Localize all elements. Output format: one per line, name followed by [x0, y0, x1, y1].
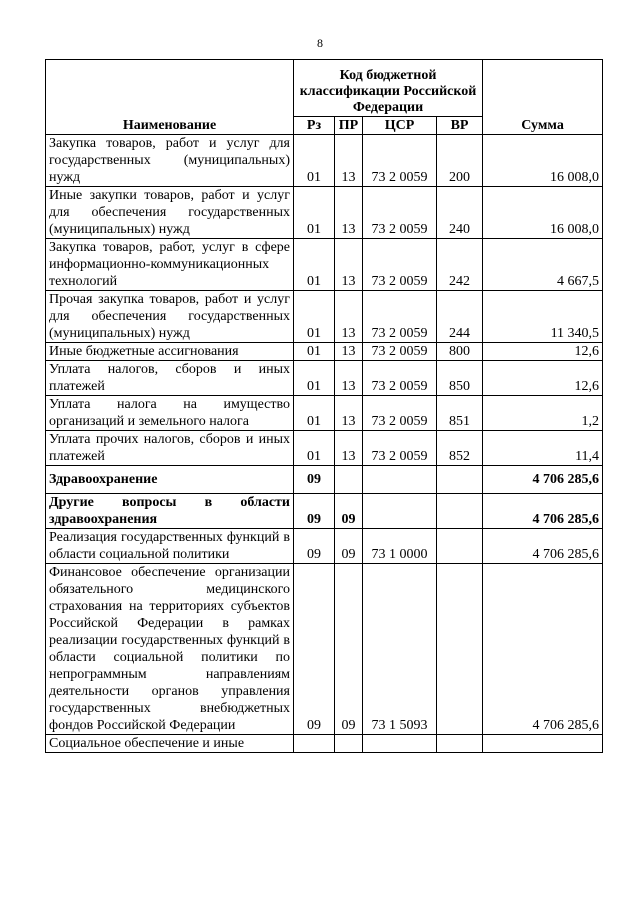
row-vr: 244: [437, 291, 483, 343]
header-name: Наименование: [46, 60, 294, 135]
row-rz: 01: [294, 431, 335, 466]
row-vr: [437, 564, 483, 735]
row-pr: [335, 466, 363, 494]
header-pr: ПР: [335, 117, 363, 135]
row-pr: 13: [335, 396, 363, 431]
header-csr: ЦСР: [363, 117, 437, 135]
row-sum: 11 340,5: [483, 291, 603, 343]
row-csr: [363, 466, 437, 494]
budget-table: [45, 59, 603, 753]
row-sum: 4 706 285,6: [483, 466, 603, 494]
table-row: [46, 735, 603, 753]
row-rz: 01: [294, 135, 335, 187]
header-code-title: Код бюджетной классификации Российской Федерации: [294, 60, 483, 117]
table-row: [46, 396, 603, 431]
table-row: [46, 343, 603, 361]
row-rz: 01: [294, 239, 335, 291]
row-vr: [437, 529, 483, 564]
row-sum: 12,6: [483, 361, 603, 396]
row-csr: 73 2 0059: [363, 361, 437, 396]
row-rz: 01: [294, 396, 335, 431]
row-pr: [335, 735, 363, 753]
table-row: [46, 239, 603, 291]
row-pr: 13: [335, 343, 363, 361]
row-pr: 13: [335, 135, 363, 187]
row-rz: [294, 735, 335, 753]
row-rz: 01: [294, 361, 335, 396]
row-pr: 13: [335, 239, 363, 291]
row-csr: [363, 735, 437, 753]
header-vr: ВР: [437, 117, 483, 135]
row-vr: 800: [437, 343, 483, 361]
header-rz: Рз: [294, 117, 335, 135]
row-csr: 73 1 0000: [363, 529, 437, 564]
row-csr: 73 2 0059: [363, 239, 437, 291]
table-row: [46, 466, 603, 494]
row-rz: 01: [294, 291, 335, 343]
row-vr: 200: [437, 135, 483, 187]
row-sum: 4 667,5: [483, 239, 603, 291]
row-name: Социальное обеспечение и иные: [46, 735, 294, 753]
row-sum: 12,6: [483, 343, 603, 361]
row-csr: 73 2 0059: [363, 343, 437, 361]
row-rz: 09: [294, 529, 335, 564]
row-pr: 13: [335, 431, 363, 466]
row-name: Другие вопросы в области здравоохранения: [46, 494, 294, 529]
row-vr: 240: [437, 187, 483, 239]
row-rz: 09: [294, 466, 335, 494]
row-rz: 09: [294, 494, 335, 529]
row-csr: [363, 494, 437, 529]
row-sum: 16 008,0: [483, 187, 603, 239]
row-name: Прочая закупка товаров, работ и услуг для обеспечения государственных (муниципальных) нужд: [46, 291, 294, 343]
row-name: Закупка товаров, работ, услуг в сфере информационно-коммуникационных технологий: [46, 239, 294, 291]
row-vr: 851: [437, 396, 483, 431]
table-row: [46, 494, 603, 529]
row-name: Уплата прочих налогов, сборов и иных платежей: [46, 431, 294, 466]
row-pr: 09: [335, 494, 363, 529]
table-row: [46, 187, 603, 239]
row-csr: 73 1 5093: [363, 564, 437, 735]
header-sum: Сумма: [483, 60, 603, 135]
row-csr: 73 2 0059: [363, 431, 437, 466]
row-sum: 4 706 285,6: [483, 529, 603, 564]
row-csr: 73 2 0059: [363, 291, 437, 343]
row-pr: 13: [335, 291, 363, 343]
row-vr: [437, 466, 483, 494]
row-rz: 01: [294, 187, 335, 239]
table-row: [46, 291, 603, 343]
row-sum: [483, 735, 603, 753]
row-vr: [437, 494, 483, 529]
table-row: [46, 564, 603, 735]
table-row: [46, 431, 603, 466]
row-csr: 73 2 0059: [363, 396, 437, 431]
row-sum: 1,2: [483, 396, 603, 431]
table-row: [46, 135, 603, 187]
row-vr: 852: [437, 431, 483, 466]
row-name: Иные бюджетные ассигнования: [46, 343, 294, 361]
row-name: Уплата налога на имущество организаций и земельного налога: [46, 396, 294, 431]
row-rz: 01: [294, 343, 335, 361]
row-vr: [437, 735, 483, 753]
row-name: Иные закупки товаров, работ и услуг для обеспечения государственных (муниципальных) нужд: [46, 187, 294, 239]
row-sum: 4 706 285,6: [483, 564, 603, 735]
row-name: Финансовое обеспечение организации обязательного медицинского страхования на территориях субъектов Российской Федерации в рамках реализации государственных функций в области социальной политики по непрограммным направлениям деятельности органов управления государственных внебюджетных фондов Российской Федерации: [46, 564, 294, 735]
row-pr: 09: [335, 529, 363, 564]
row-csr: 73 2 0059: [363, 187, 437, 239]
row-sum: 16 008,0: [483, 135, 603, 187]
row-rz: 09: [294, 564, 335, 735]
row-pr: 09: [335, 564, 363, 735]
table-row: [46, 529, 603, 564]
row-name: Уплата налогов, сборов и иных платежей: [46, 361, 294, 396]
row-csr: 73 2 0059: [363, 135, 437, 187]
row-vr: 242: [437, 239, 483, 291]
row-name: Здравоохранение: [46, 466, 294, 494]
row-sum: 11,4: [483, 431, 603, 466]
row-pr: 13: [335, 361, 363, 396]
row-pr: 13: [335, 187, 363, 239]
row-sum: 4 706 285,6: [483, 494, 603, 529]
page-number: 8: [317, 36, 323, 50]
table-row: [46, 361, 603, 396]
row-name: Реализация государственных функций в области социальной политики: [46, 529, 294, 564]
row-name: Закупка товаров, работ и услуг для государственных (муниципальных) нужд: [46, 135, 294, 187]
row-vr: 850: [437, 361, 483, 396]
